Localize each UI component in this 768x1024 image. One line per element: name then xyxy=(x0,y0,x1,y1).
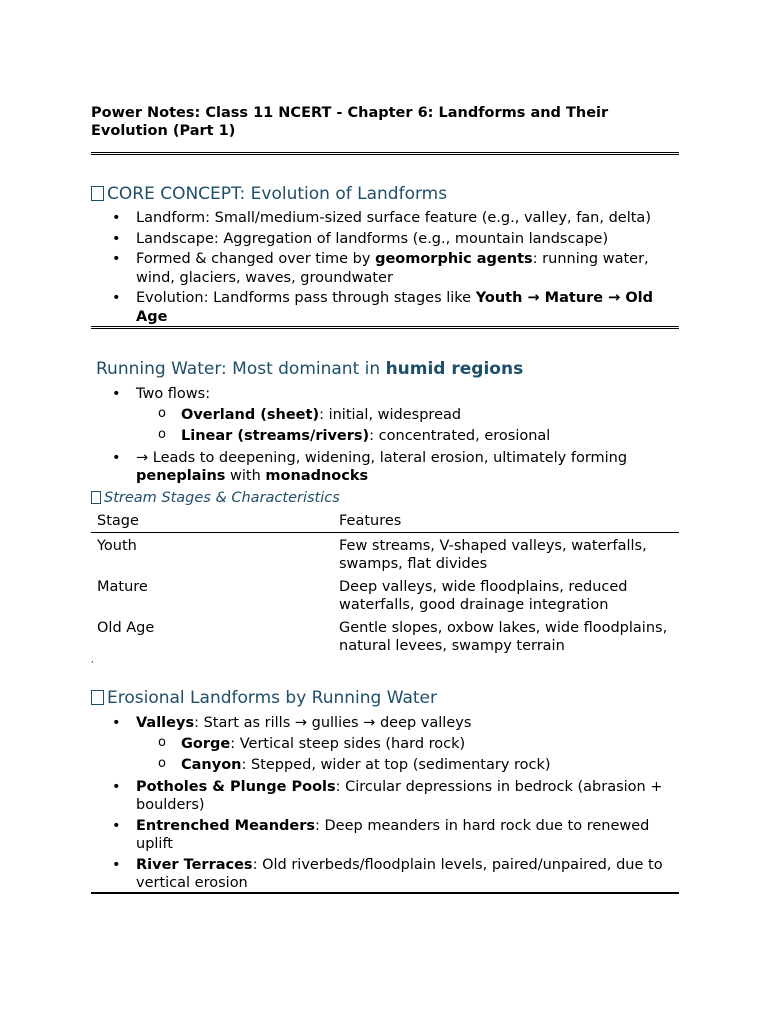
missing-glyph-icon xyxy=(91,186,104,201)
erosional-landforms-heading: Erosional Landforms by Running Water xyxy=(91,687,437,709)
title-divider xyxy=(91,152,679,155)
erosional-landforms-list xyxy=(91,714,679,895)
stage-cell: Youth xyxy=(97,538,137,554)
features-cell: Gentle slopes, oxbow lakes, wide floodplains, natural levees, swampy terrain xyxy=(339,620,668,654)
features-cell: Few streams, V-shaped valleys, waterfalls, swamps, flat divides xyxy=(339,538,647,572)
column-header-features: Features xyxy=(333,511,679,533)
features-cell: Deep valleys, wide floodplains, reduced waterfalls, good drainage integration xyxy=(339,579,628,613)
valleys-sublist xyxy=(136,735,679,775)
core-concept-list xyxy=(91,209,679,328)
flows-sublist xyxy=(136,406,679,446)
column-header-stage: Stage xyxy=(91,511,333,533)
table-end-mark: , xyxy=(91,655,94,664)
list-item: • → Leads to deepening, widening, lateral erosion, ultimately forming peneplains with monadnocks xyxy=(91,449,679,486)
table-header-row xyxy=(91,511,679,533)
sublist-item: o Canyon: Stepped, wider at top (sedimentary rock) xyxy=(136,756,679,775)
stage-cell: Old Age xyxy=(97,620,155,636)
missing-glyph-icon xyxy=(91,690,104,705)
document-title: Power Notes: Class 11 NCERT - Chapter 6: Landforms and Their Evolution (Part 1) xyxy=(91,105,609,139)
list-item: • Potholes & Plunge Pools: Circular depressions in bedrock (abrasion + boulders) xyxy=(91,778,679,815)
stage-cell: Mature xyxy=(97,579,148,595)
list-item: • Formed & changed over time by geomorphic agents: running water, wind, glaciers, waves, groundwater xyxy=(91,250,679,287)
list-item: • Evolution: Landforms pass through stages like Youth → Mature → Old Age xyxy=(91,289,679,326)
table-row xyxy=(91,615,679,656)
list-item: • Two flows: o Overland (sheet): initial, widespread o Linear (streams/rivers): concentrated, erosional xyxy=(91,385,679,446)
list-item: • Valleys: Start as rills → gullies → deep valleys o Gorge: Vertical steep sides (hard rock) o Canyon: Stepped, wider at top (sedimentary rock) xyxy=(91,714,679,775)
table-row xyxy=(91,533,679,575)
sublist-item: o Gorge: Vertical steep sides (hard rock) xyxy=(136,735,679,754)
stream-stages-table xyxy=(91,511,679,656)
sublist-item: o Linear (streams/rivers): concentrated, erosional xyxy=(136,427,679,446)
running-water-list xyxy=(91,385,679,488)
sublist-item: o Overland (sheet): initial, widespread xyxy=(136,406,679,425)
core-divider xyxy=(91,326,679,329)
list-item: • Landform: Small/medium-sized surface feature (e.g., valley, fan, delta) xyxy=(91,209,679,228)
running-water-heading: Running Water: Most dominant in humid regions xyxy=(96,359,524,379)
list-item: • River Terraces: Old riverbeds/floodplain levels, paired/unpaired, due to vertical erosion xyxy=(91,856,679,893)
bottom-divider xyxy=(91,892,679,894)
stream-stages-heading: Stream Stages & Characteristics xyxy=(91,489,340,507)
core-concept-heading: CORE CONCEPT: Evolution of Landforms xyxy=(91,183,447,205)
missing-glyph-icon xyxy=(91,491,101,504)
list-item: • Entrenched Meanders: Deep meanders in hard rock due to renewed uplift xyxy=(91,817,679,854)
table-row xyxy=(91,574,679,615)
list-item: • Landscape: Aggregation of landforms (e.g., mountain landscape) xyxy=(91,230,679,249)
